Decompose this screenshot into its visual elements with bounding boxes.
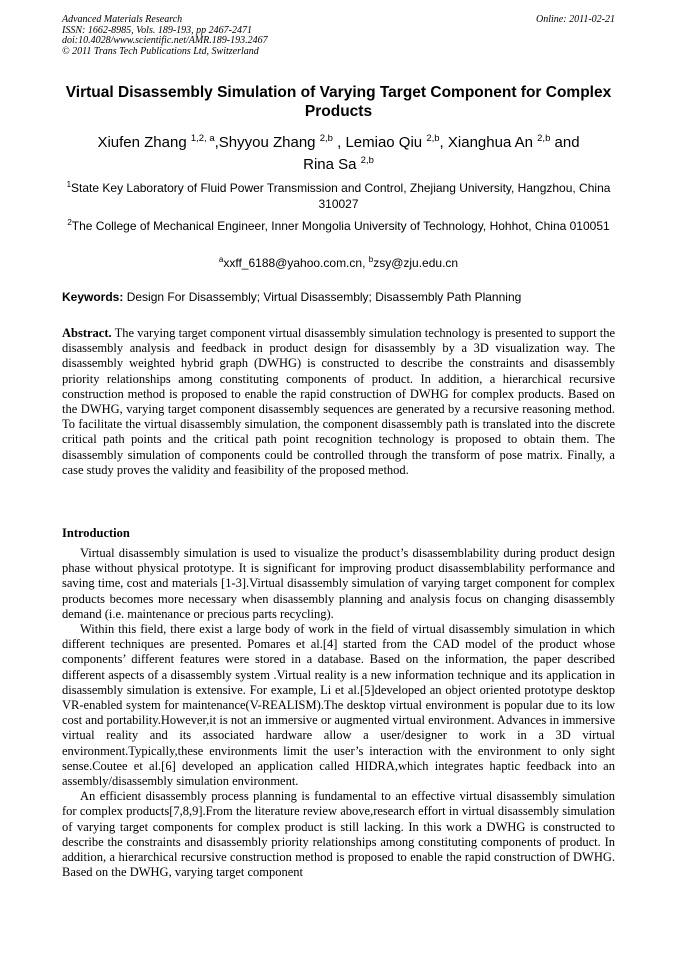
email-address[interactable]: zsy@zju.edu.cn	[373, 256, 459, 270]
author-affiliation-mark: 1,2, a	[190, 133, 215, 144]
author-affiliation-mark: 2,b	[426, 133, 440, 144]
online-date: Online: 2011-02-21	[536, 14, 615, 25]
email-line: $^a$xxff_6188@yahoo.com.cn, $^b$zsy@zju.edu.cn	[218, 255, 459, 270]
keywords	[62, 290, 615, 305]
running-header	[62, 15, 615, 57]
author-name: Lemiao Qiu	[345, 134, 423, 151]
author-affiliation-mark: 2,b	[319, 133, 333, 144]
paper-title: Virtual Disassembly Simulation of Varying Target Component for Complex Products	[65, 84, 612, 120]
abstract-label: Abstract.	[62, 326, 112, 340]
issn-line: ISSN: 1662-8985, Vols. 189-193, pp 2467-2471	[62, 24, 252, 36]
author-affiliation-mark: 2,b	[360, 154, 374, 166]
paragraph: Within this field, there exist a large body of work in the field of virtual disassembly simulation in which different techniques are presented. Pomares et al.[4] started from the CAD model of the product whose components’ different features were stored in a database. Based on the information, the paper described different aspects of a disassembly system .Virtual reality is a new information technique and its application in disassembly simulation is extensive. For example, Li et al.[5]developed an object oriented prototype desktop VR-enabled system for maintenance(V-REALISM).The desktop virtual environment is popular due to its low cost and portability.However,it is not an immersive or augmented virtual environment. Advances in immersive virtual reality and its associated hardware allow a user/designer to work in a 3D virtual environment.Typically,these environments limit the user’s interaction with the environment to only sight sense.Coutee et al.[6] developed an application called HIDRA,which integrates haptic feedback into an assembly/disassembly simulation environment.	[62, 622, 615, 789]
author-name: Shyyou Zhang	[218, 134, 316, 151]
email-address[interactable]: xxff_6188@yahoo.com.cn	[223, 256, 363, 270]
doi-line: doi:10.4028/www.scientific.net/AMR.189-193.2467	[62, 35, 268, 47]
copyright-line: © 2011 Trans Tech Publications Ltd, Switzerland	[62, 45, 259, 57]
author-name: Xianghua An	[447, 134, 533, 151]
author-name: Xiufen Zhang	[97, 134, 187, 151]
author-list: Xiufen Zhang $^{1,2, a}$,Shyyou Zhang $^{2,b}$ , Lemiao Qiu $^{2,b}$, Xianghua An $^{2,b}$ and Rina Sa $^{2,b}$	[97, 133, 580, 173]
keywords-text: Design For Disassembly; Virtual Disassembly; Disassembly Path Planning	[126, 290, 522, 304]
affiliation-number: 2	[67, 218, 72, 227]
paragraph: Virtual disassembly simulation is used to visualize the product’s disassemblability during product design phase without physical prototype. It is significant for improving product disassemblability performance and saving time, cost and materials [1-3].Virtual disassembly simulation of varying target component for complex products becomes more necessary when disassembly planning and analysis focus on changing disassembly demand (i.e. maintenance or precious parts recycling).	[62, 546, 615, 621]
section-heading-introduction: Introduction	[62, 526, 130, 540]
email-mark: a	[218, 255, 224, 264]
keywords-label: Keywords:	[62, 290, 124, 304]
author-name: Rina Sa	[303, 155, 357, 173]
email-mark: b	[368, 255, 374, 264]
affiliation-text: State Key Laboratory of Fluid Power Transmission and Control, Zhejiang University, Hangzhou, China 310027	[71, 181, 611, 211]
affiliation-1	[62, 181, 615, 212]
affiliation-text: The College of Mechanical Engineer, Inner Mongolia University of Technology, Hohhot, China 010051	[71, 219, 610, 233]
abstract-text: The varying target component virtual disassembly simulation technology is presented to support the disassembly analysis and feedback in product design for disassembly by a 3D visualization way. The disassembly weighted hybrid graph (DWHG) is constructed to describe the constraints and disassembly priority relationships among constituting components of product. In addition, a hierarchical recursive construction method is proposed to enable the rapid construction of DWHG for complex products. Based on the DWHG, varying target component disassembly sequences are generated by a recursive reasoning method. To facilitate the virtual disassembly simulation, the component disassembly path is translated into the discrete critical path points and the critical path point recognition technology is proposed to obtain them. The disassembly simulation of components could be controlled through the transform of pose matrix. Finally, a case study proves the validity and feasibility of the proposed method.	[62, 326, 616, 477]
author-affiliation-mark: 2,b	[537, 133, 551, 144]
affiliation-2	[62, 219, 615, 235]
affiliation-number: 1	[66, 180, 72, 189]
journal-name: Advanced Materials Research	[62, 14, 183, 25]
abstract	[62, 326, 615, 478]
introduction-body	[62, 546, 615, 880]
paragraph: An efficient disassembly process planning is fundamental to an effective virtual disassembly simulation for complex products[7,8,9].From the literature review above,research effort in virtual disassembly simulation of varying target components for complex product is still lacking. In this work a DWHG is constructed to describe the constraints and disassembly priority relationships among constituting components of product. In addition, a hierarchical recursive construction method is proposed to enable the rapid construction of DWHG. Based on the DWHG, varying target component	[62, 789, 615, 880]
